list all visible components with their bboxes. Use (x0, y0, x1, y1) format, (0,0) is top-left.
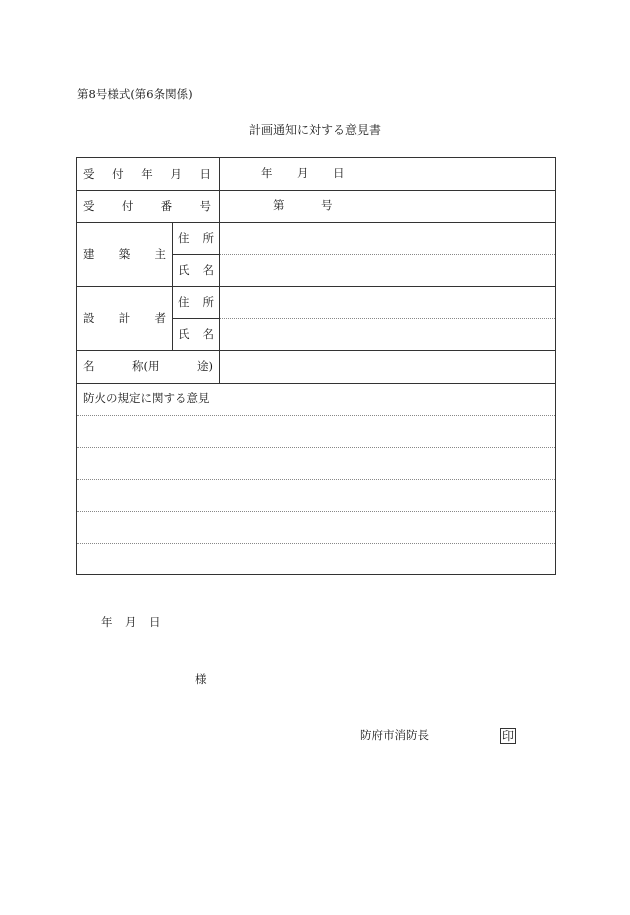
footer-date-month: 月 (125, 615, 137, 629)
received-date-day: 日 (333, 166, 345, 180)
received-date-label: 受 付 年 月 日 (83, 167, 211, 181)
received-date-month: 月 (297, 166, 309, 180)
dotted-divider (77, 479, 555, 480)
addressee-suffix: 様 (195, 672, 207, 686)
owner-address-label: 住 所 (178, 231, 214, 245)
row-divider (77, 190, 555, 191)
received-date-year: 年 (261, 166, 273, 180)
column-divider (172, 222, 173, 350)
footer-date-day: 日 (149, 615, 161, 629)
column-divider (219, 158, 220, 383)
sub-row-divider (172, 254, 219, 255)
designer-label: 設 計 者 (83, 311, 166, 325)
footer-date-year: 年 (101, 615, 113, 629)
fire-prevention-opinion-label: 防火の規定に関する意見 (83, 391, 210, 405)
designer-name-label: 氏 名 (178, 327, 214, 341)
owner-name-label: 氏 名 (178, 263, 214, 277)
received-number-suffix: 号 (321, 198, 333, 212)
owner-label: 建 築 主 (83, 247, 166, 261)
sub-row-divider (172, 318, 219, 319)
opinion-form-table (76, 157, 556, 575)
dotted-divider (77, 543, 555, 544)
dotted-divider (220, 254, 555, 255)
building-name-use-label: 名 称(用 途) (83, 359, 213, 373)
row-divider (77, 222, 555, 223)
dotted-divider (77, 415, 555, 416)
dotted-divider (77, 511, 555, 512)
row-divider (77, 286, 555, 287)
issuer-title: 防府市消防長 (360, 728, 429, 742)
dotted-divider (220, 318, 555, 319)
seal-mark (500, 728, 516, 744)
seal-label: 印 (502, 729, 515, 743)
row-divider (77, 383, 555, 384)
designer-address-label: 住 所 (178, 295, 214, 309)
row-divider (77, 350, 555, 351)
dotted-divider (77, 447, 555, 448)
form-reference: 第8号様式(第6条関係) (77, 87, 193, 101)
document-title: 計画通知に対する意見書 (248, 123, 381, 137)
received-number-prefix: 第 (273, 198, 285, 212)
received-number-label: 受 付 番 号 (83, 199, 211, 213)
